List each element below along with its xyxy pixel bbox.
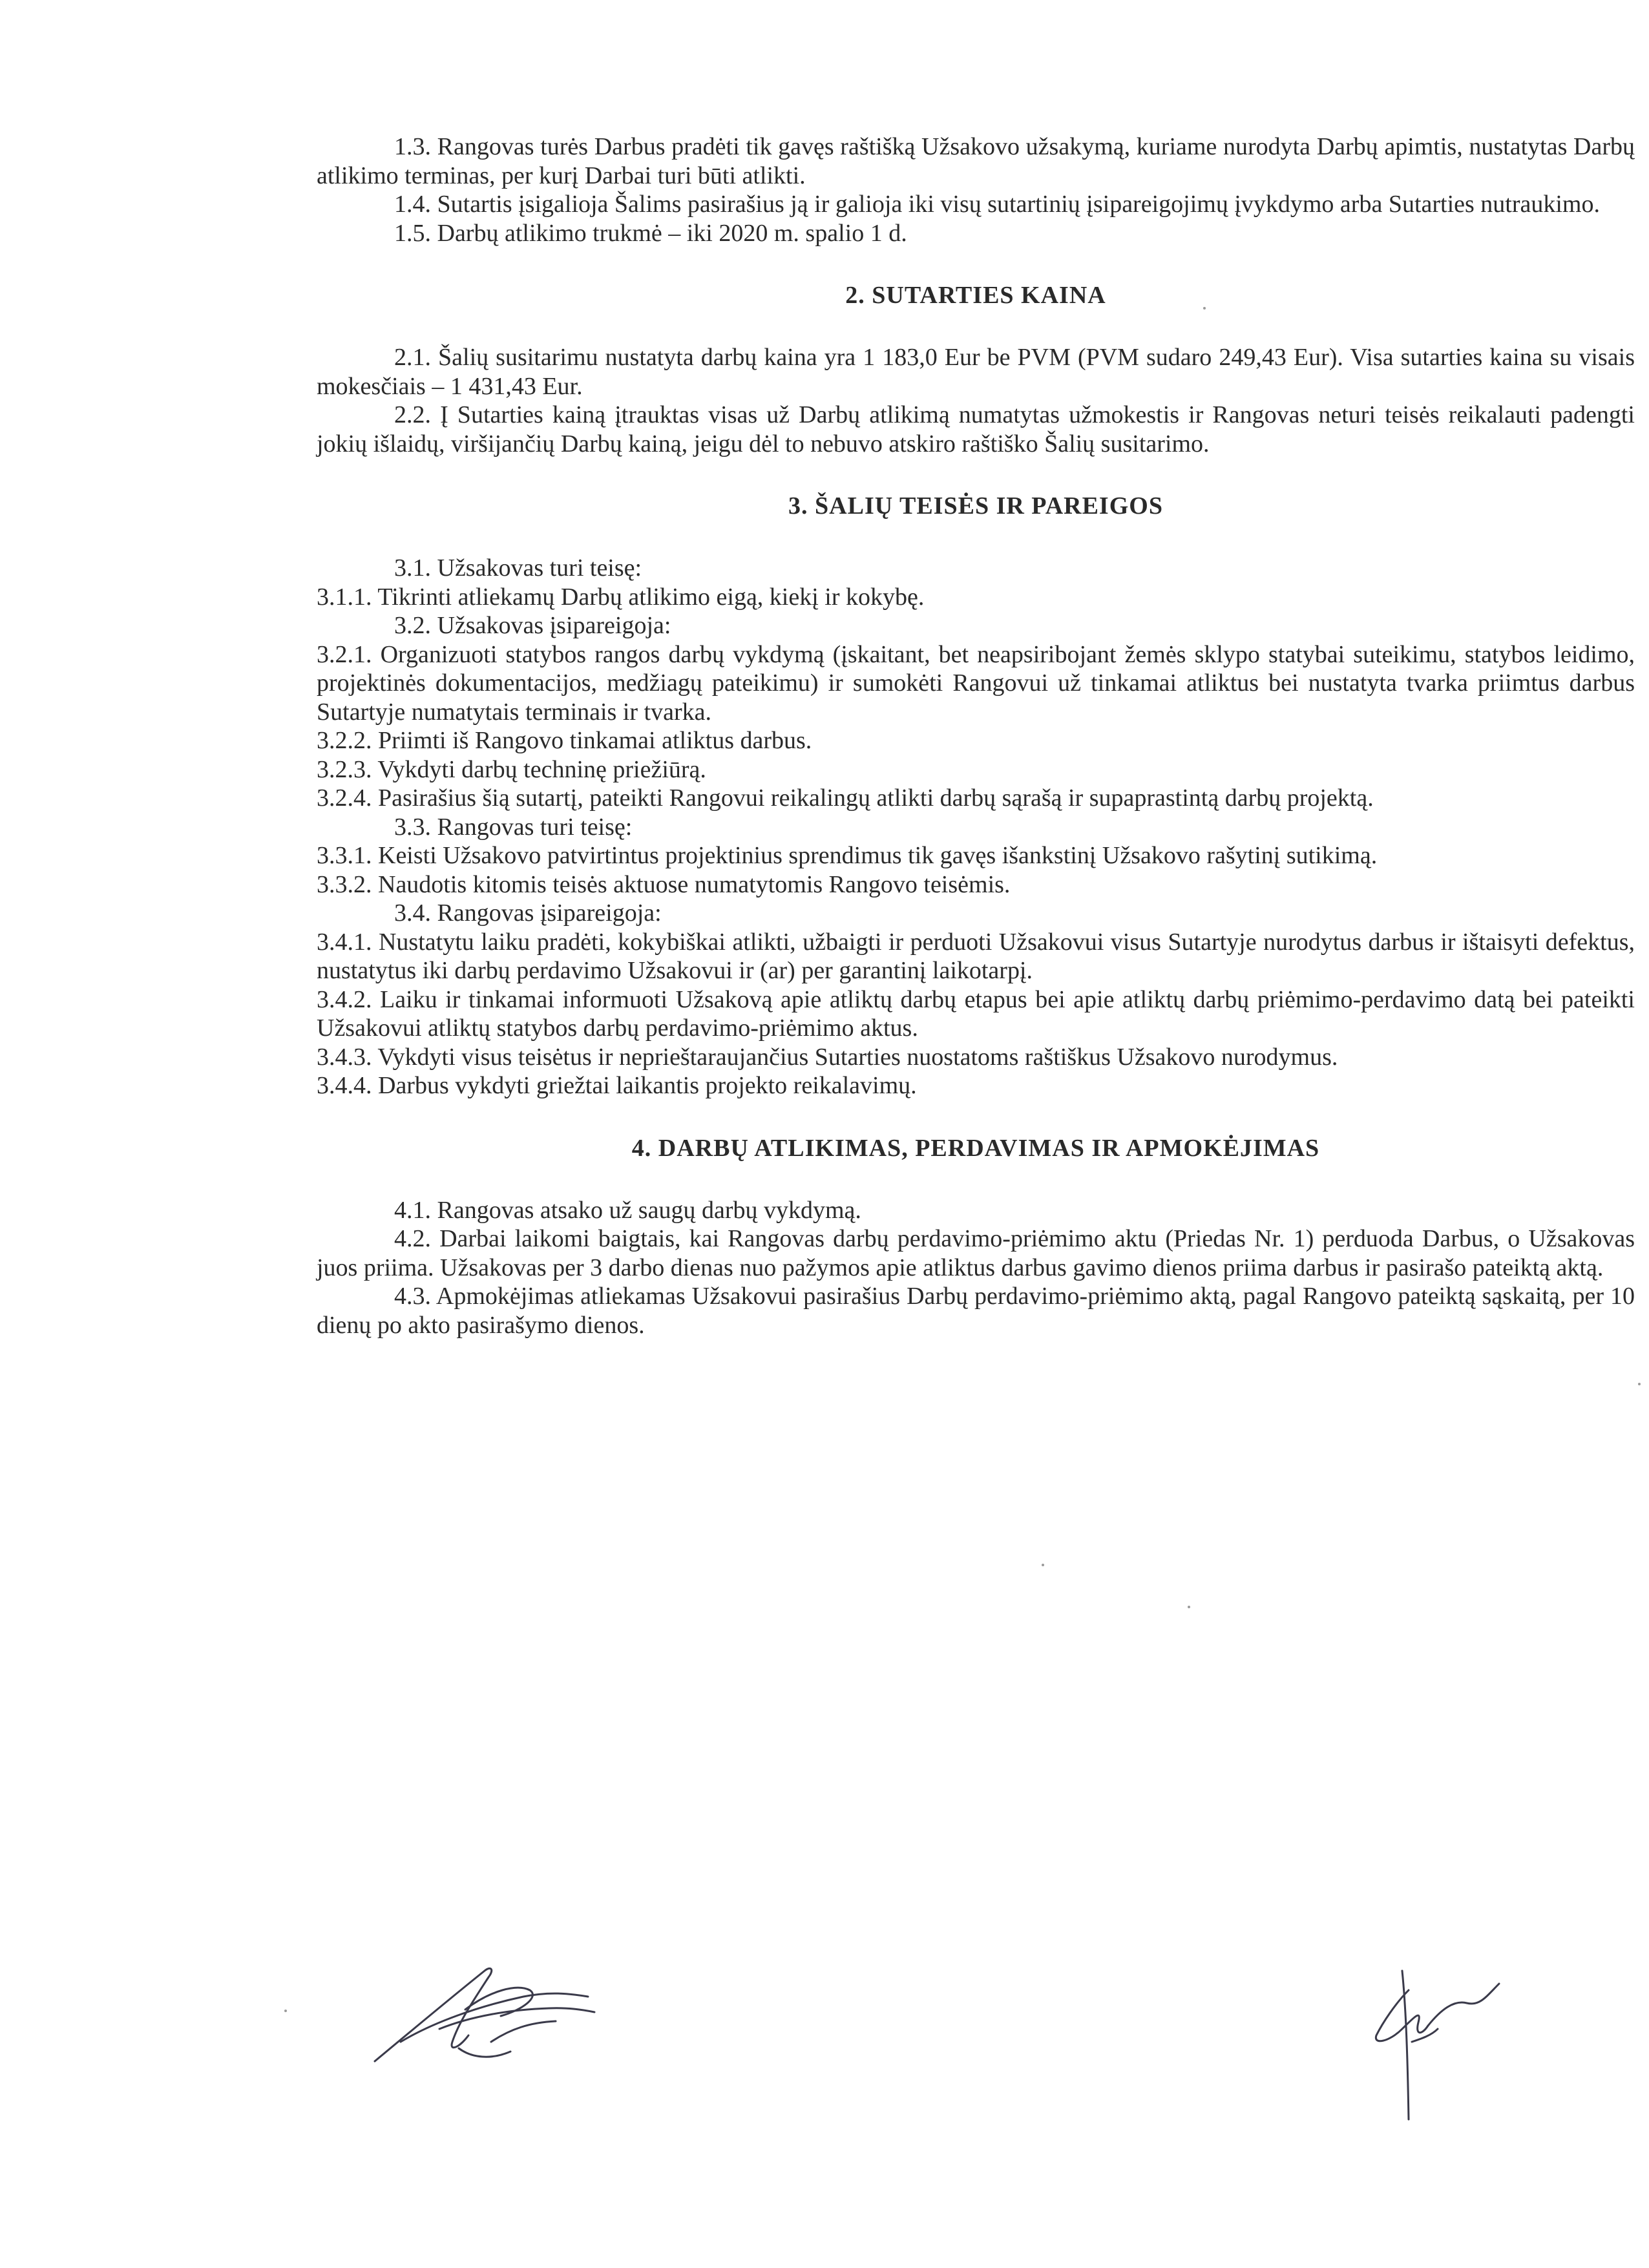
clause-3-2-2: 3.2.2. Priimti iš Rangovo tinkamai atliktus darbus.	[317, 727, 812, 754]
clause-3-4: 3.4. Rangovas įsipareigoja:	[394, 899, 662, 927]
clause-1-4: 1.4. Sutartis įsigalioja Šalims pasirašius ją ir galioja iki visų sutartinių įsipareigojimų įvykdymo arba Sutarties nutraukimo.	[394, 191, 1600, 218]
scan-speck	[284, 2010, 287, 2012]
scan-speck	[1203, 307, 1206, 310]
clause-3-4-1: 3.4.1. Nustatytu laiku pradėti, kokybiškai atlikti, užbaigti ir perduoti Užsakovui visus Sutartyje nurodytus darbus ir ištaisyti defektus, nustatytus iki darbų perdavimo Užsakovui ir (ar) per garantinį laikotarpį.	[317, 928, 1635, 984]
section-4-heading: 4. DARBŲ ATLIKIMAS, PERDAVIMAS IR APMOKĖJIMAS	[631, 1134, 1320, 1162]
signature-left-icon	[362, 1945, 607, 2074]
clause-3-2-3: 3.2.3. Vykdyti darbų techninę priežiūrą.	[317, 755, 706, 783]
clause-3-3-2: 3.3.2. Naudotis kitomis teisės aktuose numatytomis Rangovo teisėmis.	[317, 870, 1011, 898]
document-body	[317, 132, 1635, 1339]
clause-3-2-4: 3.2.4. Pasirašius šią sutartį, pateikti Rangovui reikalingų atlikti darbų sąrašą ir supaprastintą darbų projektą.	[317, 784, 1374, 812]
section-2-heading: 2. SUTARTIES KAINA	[845, 282, 1106, 309]
clause-3-1: 3.1. Užsakovas turi teisę:	[394, 554, 642, 582]
scan-speck	[1638, 1383, 1641, 1385]
clause-3-2-1: 3.2.1. Organizuoti statybos rangos darbų vykdymą (įskaitant, bet neapsiribojant žemės sklypo statybai suteikimu, statybos leidimo, projektinės dokumentacijos, medžiagų pateikimu) ir sumokėti Rangovui už tinkamai atliktus bei nustatyta tvarka priimtus darbus Sutartyje numatytais terminais ir tvarka.	[317, 640, 1635, 726]
clause-1-5: 1.5. Darbų atlikimo trukmė – iki 2020 m. spalio 1 d.	[394, 219, 907, 247]
clause-3-3-1: 3.3.1. Keisti Užsakovo patvirtintus projektinius sprendimus tik gavęs išankstinį Užsakovo rašytinį sutikimą.	[317, 842, 1378, 869]
clause-2-2: 2.2. Į Sutarties kainą įtrauktas visas už Darbų atlikimą numatytas užmokestis ir Rangovas neturi teisės reikalauti padengti jokių išlaidų, viršijančių Darbų kainą, jeigu dėl to nebuvo atskiro raštiško Šalių susitarimo.	[317, 401, 1635, 457]
clause-3-4-3: 3.4.3. Vykdyti visus teisėtus ir neprieštaraujančius Sutarties nuostatoms raštiškus Užsakovo nurodymus.	[317, 1043, 1338, 1071]
clause-4-1: 4.1. Rangovas atsako už saugų darbų vykdymą.	[394, 1196, 861, 1224]
clause-3-4-2: 3.4.2. Laiku ir tinkamai informuoti Užsakovą apie atliktų darbų etapus bei apie atliktų darbų priėmimo-perdavimo datą bei pateikti Užsakovui atliktų statybos darbų perdavimo-priėmimo aktus.	[317, 985, 1635, 1042]
scan-speck	[1188, 1606, 1190, 1608]
clause-4-3: 4.3. Apmokėjimas atliekamas Užsakovui pasirašius Darbų perdavimo-priėmimo aktą, pagal Rangovo pateiktą sąskaitą, per 10 dienų po akto pasirašymo dienos.	[317, 1283, 1635, 1339]
clause-4-2: 4.2. Darbai laikomi baigtais, kai Rangovas darbų perdavimo-priėmimo aktu (Priedas Nr. 1) perduoda Darbus, o Užsakovas juos priima. Užsakovas per 3 darbo dienas nuo pažymos apie atliktus darbus gavimo dienos priima darbus ir pasirašo pateiktą aktą.	[317, 1225, 1635, 1281]
clause-2-1: 2.1. Šalių susitarimu nustatyta darbų kaina yra 1 183,0 Eur be PVM (PVM sudaro 249,43 Eur). Visa sutarties kaina su visais mokesčiais – 1 431,43 Eur.	[317, 344, 1635, 400]
signature-right-icon	[1357, 1964, 1525, 2126]
clause-3-2: 3.2. Užsakovas įsipareigoja:	[394, 612, 671, 639]
section-3-heading: 3. ŠALIŲ TEISĖS IR PAREIGOS	[788, 492, 1163, 520]
clause-1-3: 1.3. Rangovas turės Darbus pradėti tik gavęs raštišką Užsakovo užsakymą, kuriame nurodyta Darbų apimtis, nustatytas Darbų atlikimo terminas, per kurį Darbai turi būti atlikti.	[317, 133, 1635, 189]
clause-3-1-1: 3.1.1. Tikrinti atliekamų Darbų atlikimo eigą, kiekį ir kokybę.	[317, 583, 925, 611]
scan-speck	[1042, 1564, 1044, 1566]
clause-3-3: 3.3. Rangovas turi teisę:	[394, 813, 633, 841]
clause-3-4-4: 3.4.4. Darbus vykdyti griežtai laikantis projekto reikalavimų.	[317, 1072, 917, 1099]
